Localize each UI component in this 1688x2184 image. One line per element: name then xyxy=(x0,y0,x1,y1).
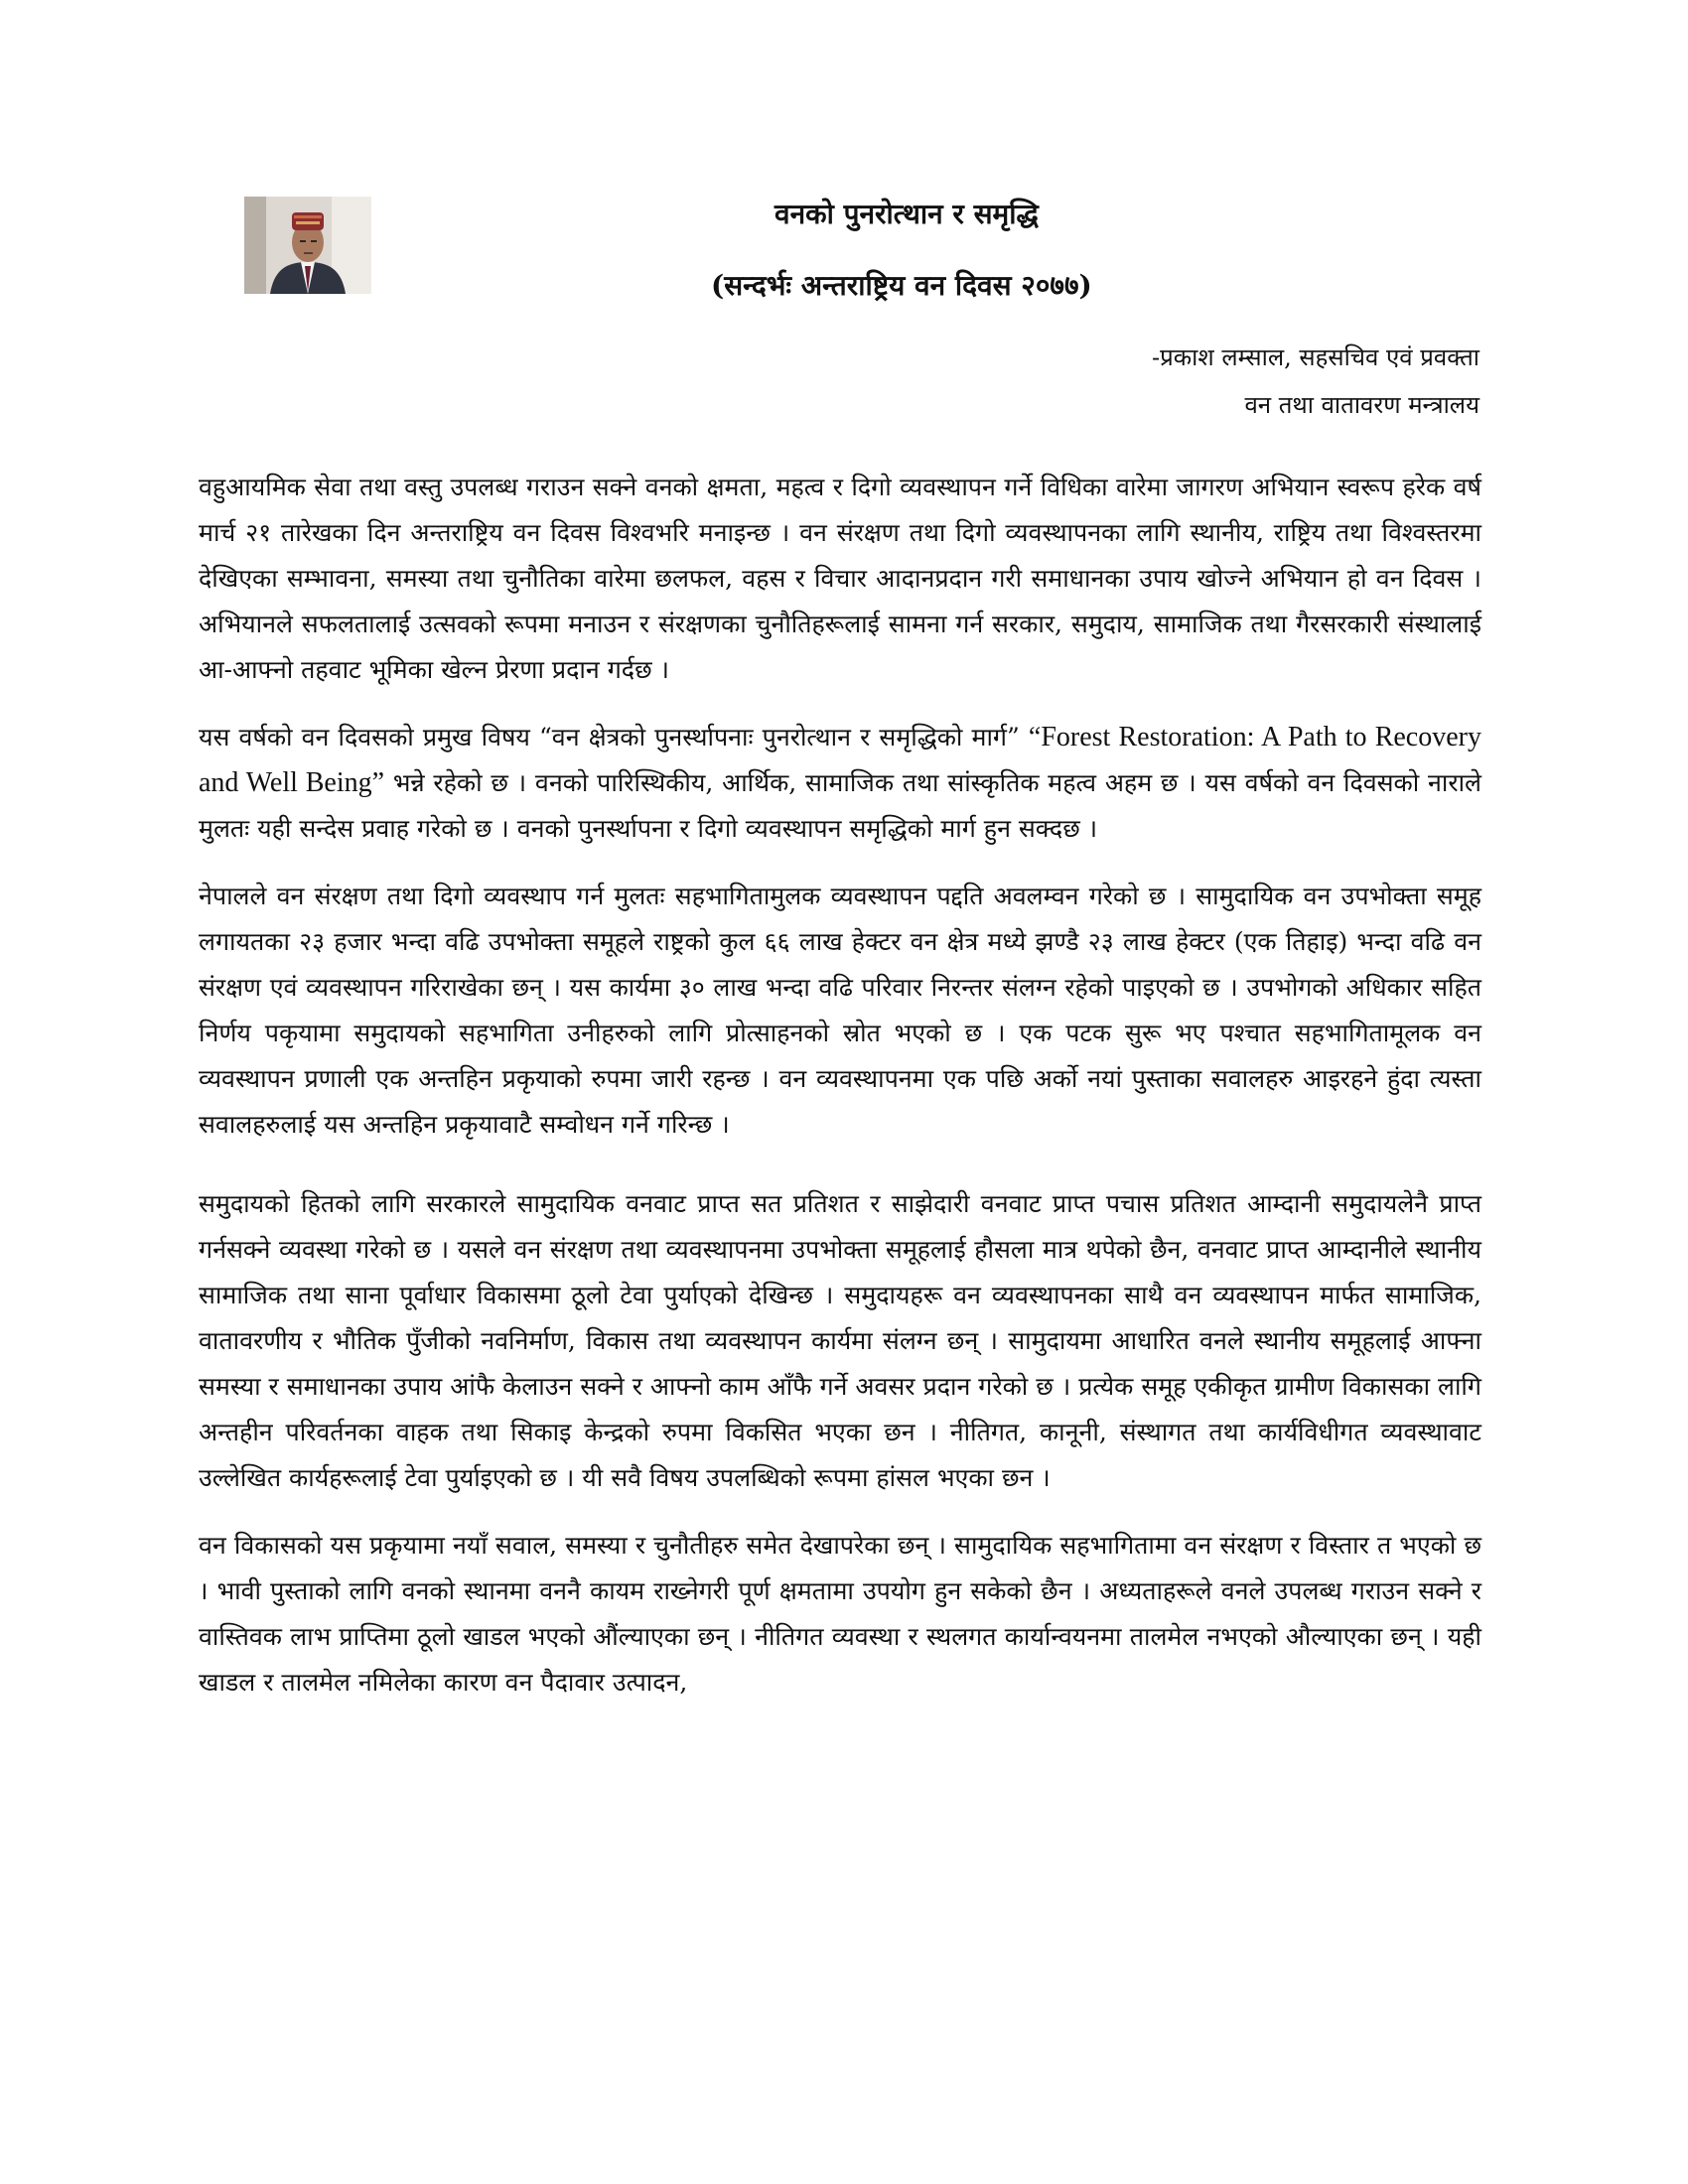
author-name-line: -प्रकाश लम्साल, सहसचिव एवं प्रवक्ता xyxy=(1151,343,1479,371)
paragraph-5: वन विकासको यस प्रकृयामा नयाँ सवाल, समस्या र चुनौतीहरु समेत देखापरेका छन् । सामुदायिक सहभागितामा वन संरक्षण र विस्तार त भएको छ । भावी पुस्ताको लागि वनको स्थानमा वननै कायम राख्नेगरी पूर्ण क्षमतामा उपयोग हुन सकेको छैन । अध्यताहरूले वनले उपलब्ध गराउन सक्ने र वास्तिवक लाभ प्राप्तिमा ठूलो खाडल भएको औंल्याएका छन् । नीतिगत व्यवस्था र स्थलगत कार्यान्वयनमा तालमेल नभएको औल्याएका छन् । यही खाडल र तालमेल नमिलेका कारण वन पैदावार उत्पादन, xyxy=(199,1531,1481,1697)
document-subtitle: (सन्दर्भः अन्तराष्ट्रिय वन दिवस २०७७) xyxy=(711,269,1092,302)
paragraph-1: वहुआयमिक सेवा तथा वस्तु उपलब्ध गराउन सक्ने वनको क्षमता, महत्व र दिगो व्यवस्थापन गर्ने विधिका वारेमा जागरण अभियान स्वरूप हरेक वर्ष मार्च २१ तारेखका दिन अन्तराष्ट्रिय वन दिवस विश्वभरि मनाइन्छ । वन संरक्षण तथा दिगो व्यवस्थापनका लागि स्थानीय, राष्ट्रिय तथा विश्वस्तरमा देखिएका सम्भावना, समस्या तथा चुनौतिका वारेमा छलफल, वहस र विचार आदानप्रदान गरी समाधानका उपाय खोज्ने अभियान हो वन दिवस । अभियानले सफलतालाई उत्सवको रूपमा मनाउन र संरक्षणका चुनौतिहरूलाई सामना गर्न सरकार, समुदाय, सामाजिक तथा गैरसरकारी संस्थालाई आ-आफ्नो तहवाट भूमिका खेल्न प्रेरणा प्रदान गर्दछ । xyxy=(199,473,1481,684)
author-portrait-icon xyxy=(244,197,371,294)
article-body xyxy=(199,465,1481,1727)
document-title: वनको पुनरोत्थान र समृद्धि xyxy=(774,198,1039,230)
paragraph-2-start: यस वर्षको वन दिवसको प्रमुख विषय “वन क्षेत्रको पुनर्स्थापनाः पुनरोत्थान र समृद्धिको मार्ग” xyxy=(199,723,1029,751)
paragraph-2 xyxy=(199,715,1481,852)
author-block xyxy=(963,334,1479,429)
author-ministry-line: वन तथा वातावरण मन्त्रालय xyxy=(1244,391,1479,419)
author-portrait-photo xyxy=(244,197,371,294)
paragraph-2-english-theme: “Forest Restoration: A Path to Recovery and Well Being” xyxy=(199,722,1481,798)
paragraph-2-end: भन्ने रहेको छ । वनको पारिस्थिकीय, आर्थिक, सामाजिक तथा सांस्कृतिक महत्व अहम छ । यस वर्षको वन दिवसको नाराले मुलतः यही सन्देस प्रवाह गरेको छ । वनको पुनर्स्थापना र दिगो व्यवस्थापन समृद्धिको मार्ग हुन सक्दछ । xyxy=(199,768,1481,843)
paragraph-3: नेपालले वन संरक्षण तथा दिगो व्यवस्थाप गर्न मुलतः सहभागितामुलक व्यवस्थापन पद्दति अवलम्वन गरेको छ । सामुदायिक वन उपभोक्ता समूह लगायतका २३ हजार भन्दा वढि उपभोक्ता समूहले राष्ट्रको कुल ६६ लाख हेक्टर वन क्षेत्र मध्ये झण्डै २३ लाख हेक्टर (एक तिहाइ) भन्दा वढि वन संरक्षण एवं व्यवस्थापन गरिराखेका छन् । यस कार्यमा ३० लाख भन्दा वढि परिवार निरन्तर संलग्न रहेको पाइएको छ । उपभोगको अधिकार सहित निर्णय पकृयामा समुदायको सहभागिता उनीहरुको लागि प्रोत्साहनको स्रोत भएको छ । एक पटक सुरू भए पश्चात सहभागितामूलक वन व्यवस्थापन प्रणाली एक अन्तहिन प्रकृयाको रुपमा जारी रहन्छ । वन व्यवस्थापनमा एक पछि अर्को नयां पुस्ताका सवालहरु आइरहने हुंदा त्यस्ता सवालहरुलाई यस अन्तहिन प्रकृयावाटै सम्वोधन गर्ने गरिन्छ । xyxy=(199,882,1481,1139)
paragraph-4: समुदायको हितको लागि सरकारले सामुदायिक वनवाट प्राप्त सत प्रतिशत र साझेदारी वनवाट प्राप्त पचास प्रतिशत आम्दानी समुदायलेनै प्राप्त गर्नसक्ने व्यवस्था गरेको छ । यसले वन संरक्षण तथा व्यवस्थापनमा उपभोक्ता समूहलाई हौसला मात्र थपेको छैन, वनवाट प्राप्त आम्दानीले स्थानीय सामाजिक तथा साना पूर्वाधार विकासमा ठूलो टेवा पुर्याएको देखिन्छ । समुदायहरू वन व्यवस्थापनका साथै वन व्यवस्थापन मार्फत सामाजिक, वातावरणीय र भौतिक पुँजीको नवनिर्माण, विकास तथा व्यवस्थापन कार्यमा संलग्न छन् । सामुदायमा आधारित वनले स्थानीय समूहलाई आफ्ना समस्या र समाधानका उपाय आंफै केलाउन सक्ने र आफ्नो काम आँफै गर्ने अवसर प्रदान गरेको छ । प्रत्येक समूह एकीकृत ग्रामीण विकासका लागि अन्तहीन परिवर्तनका वाहक तथा सिकाइ केन्द्रको रुपमा विकसित भएका छन । नीतिगत, कानूनी, संस्थागत तथा कार्यविधीगत व्यवस्थावाट उल्लेखित कार्यहरूलाई टेवा पुर्याइएको छ । यी सवै विषय उपलब्धिको रूपमा हांसल भएका छन । xyxy=(199,1189,1481,1492)
